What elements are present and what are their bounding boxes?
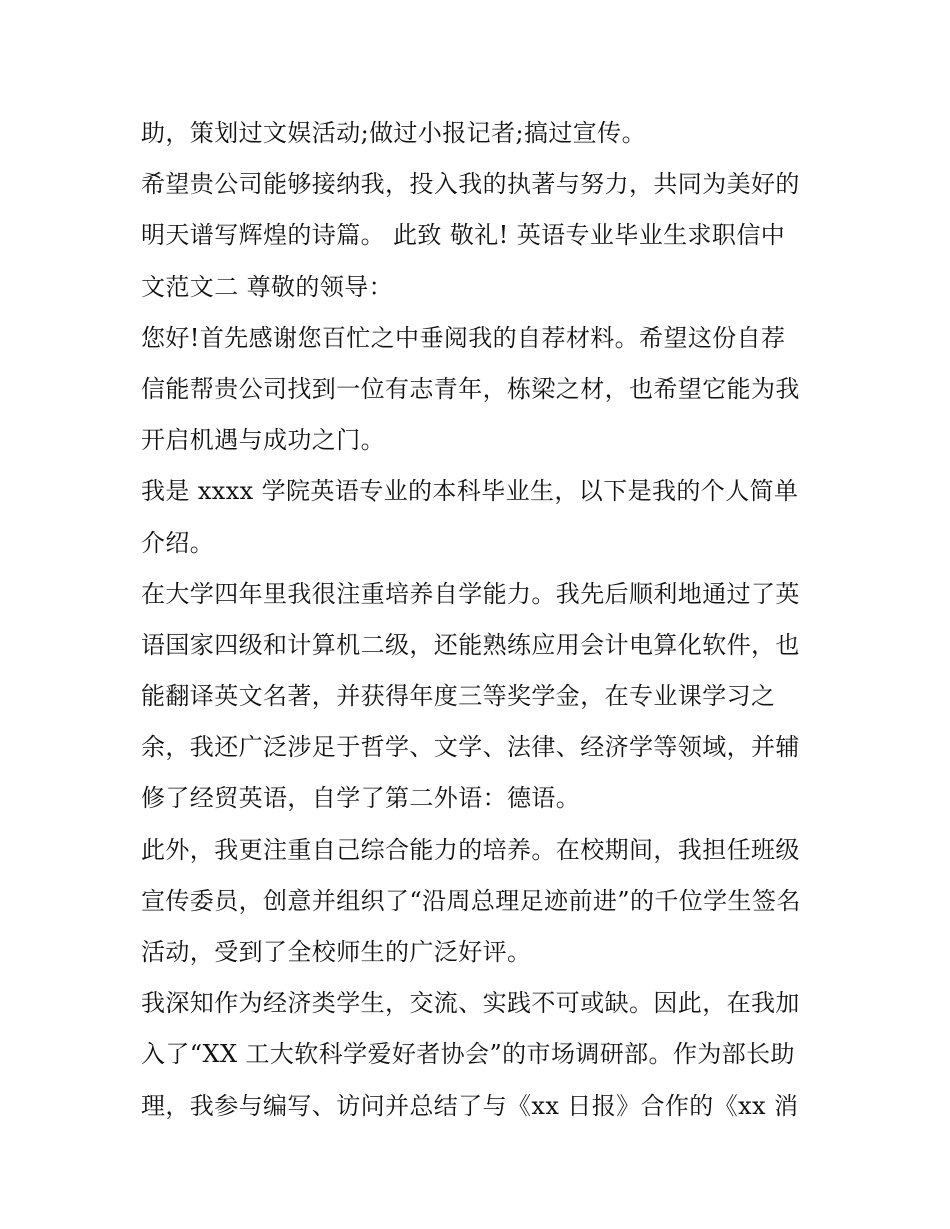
text-line: 入了“XX 工大软科学爱好者协会”的市场调研部。作为部长助 bbox=[141, 1040, 795, 1069]
text-line: 您好!首先感谢您百忙之中垂阅我的自荐材料。希望这份自荐 bbox=[141, 323, 786, 352]
text-line: 我是 xxxx 学院英语专业的本科毕业生，以下是我的个人简单 bbox=[141, 477, 799, 506]
text-line: 理，我参与编写、访问并总结了与《xx 日报》合作的《xx 消 bbox=[141, 1091, 799, 1120]
text-line: 修了经贸英语，自学了第二外语：德语。 bbox=[141, 784, 581, 813]
text-line: 语国家四级和计算机二级，还能熟练应用会计电算化软件，也 bbox=[141, 630, 800, 659]
text-line: 此外，我更注重自己综合能力的培养。在校期间，我担任班级 bbox=[141, 835, 800, 864]
text-line: 助，策划过文娱活动;做过小报记者;搞过宣传。 bbox=[141, 119, 646, 147]
text-line: 我深知作为经济类学生，交流、实践不可或缺。因此，在我加 bbox=[141, 989, 800, 1018]
text-line: 开启机遇与成功之门。 bbox=[141, 426, 385, 455]
text-line: 余，我还广泛涉足于哲学、文学、法律、经济学等领域，并辅 bbox=[141, 733, 800, 762]
document-body bbox=[141, 108, 831, 1132]
text-line: 文范文二 尊敬的领导： bbox=[141, 272, 394, 301]
text-line: 希望贵公司能够接纳我，投入我的执著与努力，共同为美好的 bbox=[141, 170, 800, 199]
text-line: 信能帮贵公司找到一位有志青年，栋梁之材，也希望它能为我 bbox=[141, 374, 800, 403]
text-line: 宣传委员，创意并组织了“沿周总理足迹前进”的千位学生签名 bbox=[141, 886, 801, 915]
text-line: 在大学四年里我很注重培养自学能力。我先后顺利地通过了英 bbox=[141, 579, 800, 608]
text-line: 介绍。 bbox=[141, 528, 215, 557]
text-line: 能翻译英文名著，并获得年度三等奖学金，在专业课学习之 bbox=[141, 682, 776, 711]
text-line: 活动，受到了全校师生的广泛好评。 bbox=[141, 938, 532, 966]
text-line: 明天谱写辉煌的诗篇。 此致 敬礼! 英语专业毕业生求职信中 bbox=[141, 221, 786, 250]
